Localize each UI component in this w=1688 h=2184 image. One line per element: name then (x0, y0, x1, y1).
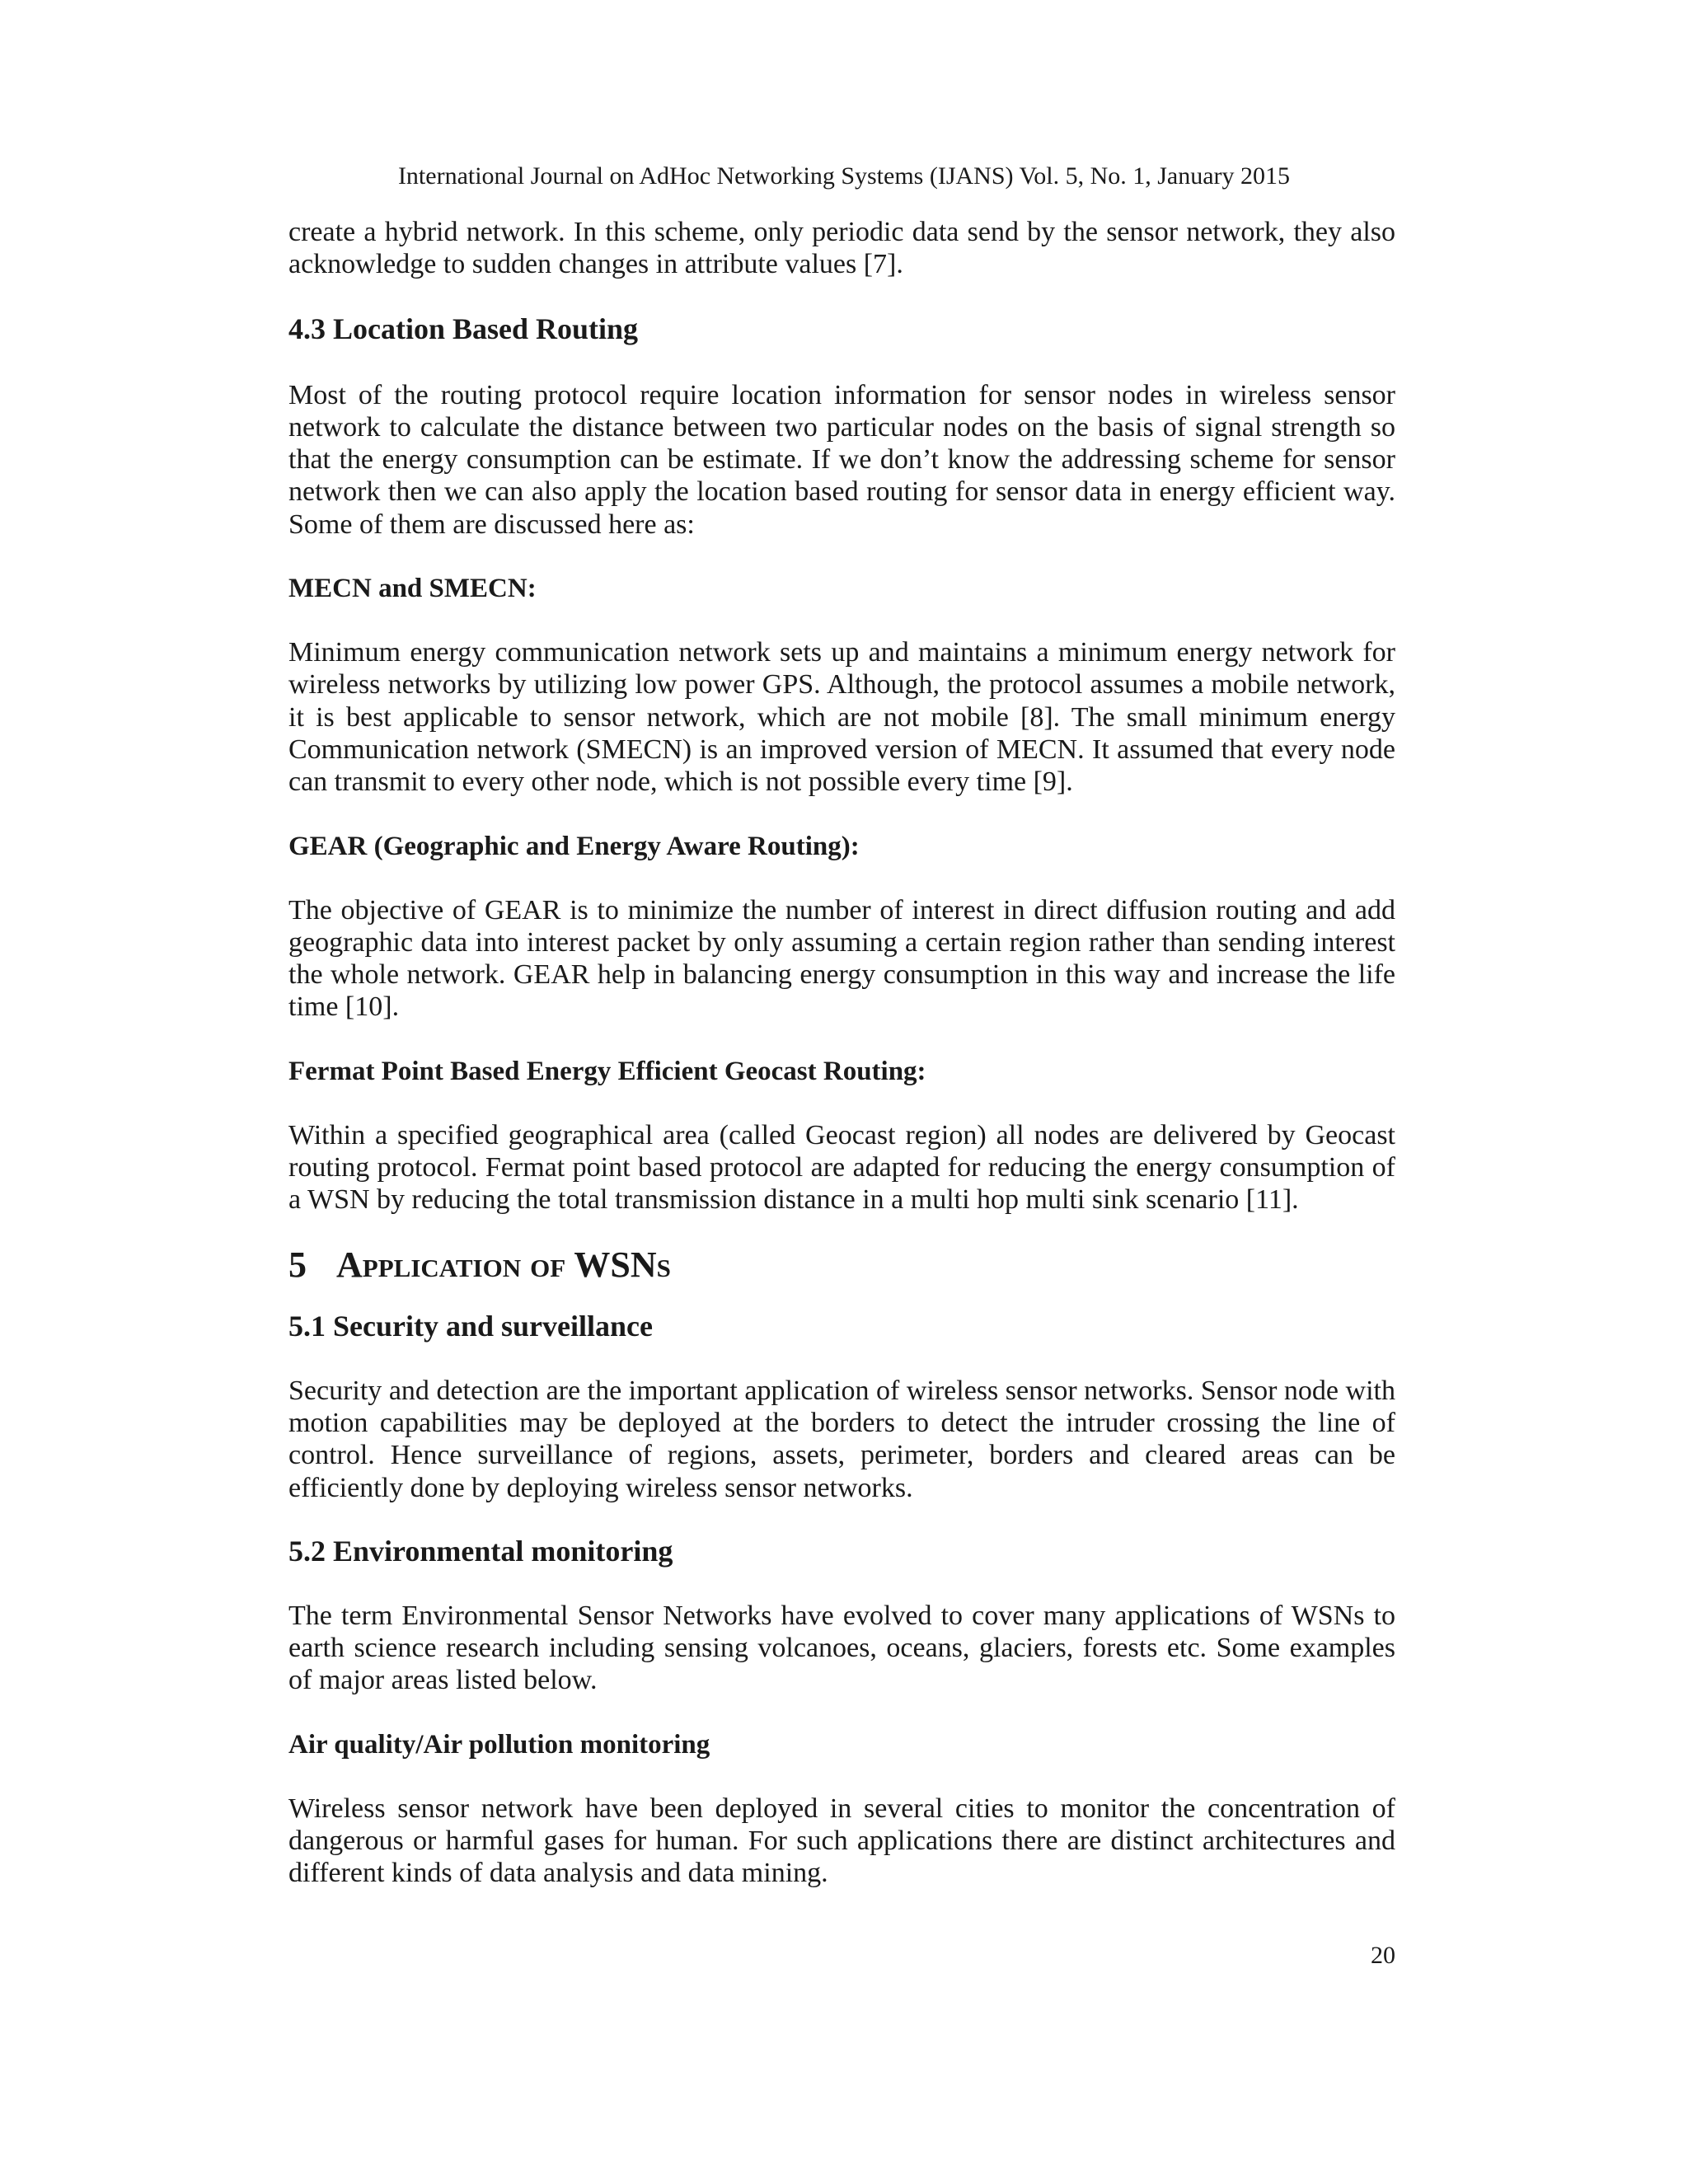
intro-paragraph: create a hybrid network. In this scheme, only periodic data send by the sensor network, they also acknowledge to sudden changes in attribute values [7]. (288, 217, 1395, 280)
paragraph-mecn: Minimum energy communication network sets up and maintains a minimum energy network for wireless networks by utilizing low power GPS. Although, the protocol assumes a mobile network, it is best applicable to sensor network, which are not mobile [8]. The small minimum energy Communication network (SMECN) is an improved version of MECN. It assumed that every node can transmit to every other node, which is not possible every time [9]. (288, 637, 1395, 798)
paragraph-security: Security and detection are the important application of wireless sensor networks. Sensor node with motion capabilities may be deployed at the borders to detect the intruder crossing the line of control. Hence surveillance of regions, assets, perimeter, borders and cleared areas can be efficiently done by deploying wireless sensor networks. (288, 1375, 1395, 1503)
paragraph-air-quality: Wireless sensor network have been deployed in several cities to monitor the concentration of dangerous or harmful gases for human. For such applications there are distinct architectures and different kinds of data analysis and data mining. (288, 1793, 1395, 1889)
paragraph-gear: The objective of GEAR is to minimize the number of interest in direct diffusion routing and add geographic data into interest packet by only assuming a certain region rather than sending interest the whole network. GEAR help in balancing energy consumption in this way and increase the life time [10]. (288, 894, 1395, 1023)
page-number: 20 (1371, 1942, 1395, 1969)
section-number: 5 (288, 1244, 307, 1285)
paragraph-location-based-routing: Most of the routing protocol require location information for sensor nodes in wireless sensor network to calculate the distance between two particular nodes on the basis of signal strength so that the energy consumption can be estimate. If we don’t know the addressing scheme for sensor network then we can also apply the location based routing for sensor data in energy efficient way. Some of them are discussed here as: (288, 379, 1395, 540)
paragraph-environmental: The term Environmental Sensor Networks have evolved to cover many applications of WSNs to earth science research including sensing volcanoes, oceans, glaciers, forests etc. Some examples of major areas listed below. (288, 1600, 1395, 1696)
heading-gear: GEAR (Geographic and Energy Aware Routing): (288, 831, 860, 861)
heading-fermat: Fermat Point Based Energy Efficient Geocast Routing: (288, 1056, 926, 1086)
page-body (288, 216, 1395, 1890)
subsection-heading-5-2: 5.2 Environmental monitoring (288, 1534, 673, 1568)
section-heading-5 (288, 1244, 1395, 1286)
subsection-heading-5-1: 5.1 Security and surveillance (288, 1309, 653, 1343)
running-header: International Journal on AdHoc Networking Systems (IJANS) Vol. 5, No. 1, January 2015 (397, 162, 1291, 190)
heading-air-quality: Air quality/Air pollution monitoring (288, 1729, 710, 1760)
paragraph-fermat: Within a specified geographical area (called Geocast region) all nodes are delivered by Geocast routing protocol. Fermat point based protocol are adapted for reducing the energy consumption of a WSN by reducing the total transmission distance in a multi hop multi sink scenario [11]. (288, 1119, 1395, 1216)
subsection-heading-4-3: 4.3 Location Based Routing (288, 312, 639, 345)
section-title: Application of WSNs (336, 1244, 671, 1285)
heading-mecn: MECN and SMECN: (288, 574, 537, 604)
